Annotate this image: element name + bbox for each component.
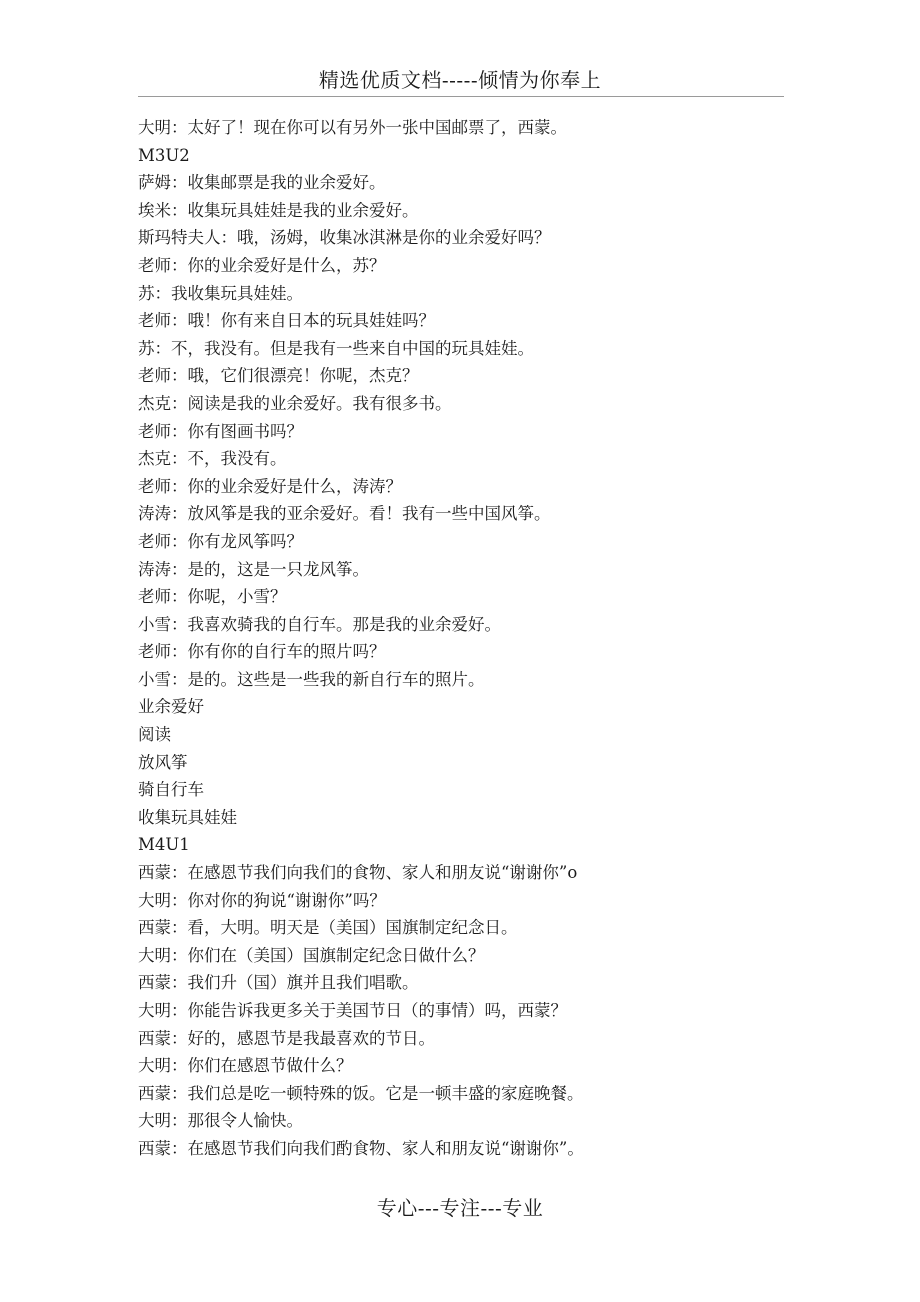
vocab-item: 阅读 <box>138 725 171 745</box>
text-line: 萨姆：收集邮票是我的业余爱好。 <box>138 173 386 193</box>
vocab-item: 放风筝 <box>138 752 188 772</box>
text-line: 老师：你有龙风筝吗？ <box>138 531 303 551</box>
text-line: 杰克：不，我没有。 <box>138 449 287 469</box>
text-line: 老师：你呢，小雪？ <box>138 587 287 607</box>
text-line: 老师：哦！你有来自日本的玩具娃娃吗？ <box>138 311 435 331</box>
text-line: 老师：你的业余爱好是什么，苏？ <box>138 255 386 275</box>
vocab-item: 业余爱好 <box>138 697 204 717</box>
text-line: 西蒙：看，大明。明天是（美国）国旗制定纪念日。 <box>138 918 518 938</box>
vocab-item: 骑自行车 <box>138 780 204 800</box>
text-line: 老师：哦，它们很漂亮！你呢，杰克？ <box>138 366 419 386</box>
text-line: 老师：你有你的自行车的照片吗？ <box>138 642 386 662</box>
text-line: 西蒙：在感恩节我们向我们的食物、家人和朋友说“谢谢你”o <box>138 863 578 883</box>
text-line: 小雪：我喜欢骑我的自行车。那是我的业余爱好。 <box>138 614 501 634</box>
text-line: 西蒙：在感恩节我们向我们酌食物、家人和朋友说“谢谢你”。 <box>138 1138 584 1158</box>
header-divider <box>138 96 784 97</box>
text-line: 斯玛特夫人：哦，汤姆，收集冰淇淋是你的业余爱好吗？ <box>138 228 551 248</box>
text-line: 埃米：收集玩具娃娃是我的业余爱好。 <box>138 200 419 220</box>
text-line: 西蒙：好的，感恩节是我最喜欢的节日。 <box>138 1028 435 1048</box>
text-line: 老师：你有图画书吗？ <box>138 421 303 441</box>
section-heading: M4U1 <box>138 835 190 855</box>
text-line: 大明：那很令人愉快。 <box>138 1111 303 1131</box>
page-footer: 专心---专注---专业 <box>376 1196 544 1220</box>
text-line: 涛涛：是的，这是一只龙风筝。 <box>138 559 369 579</box>
text-line: 西蒙：我们升（国）旗并且我们唱歌。 <box>138 973 419 993</box>
section-heading: M3U2 <box>138 145 190 165</box>
text-line: 涛涛：放风筝是我的亚余爱好。看！我有一些中国风筝。 <box>138 504 551 524</box>
text-line: 苏：我收集玩具娃娃。 <box>138 283 303 303</box>
text-line: 大明：你对你的狗说“谢谢你”吗？ <box>138 890 386 910</box>
text-line: 小雪：是的。这些是一些我的新自行车的照片。 <box>138 669 485 689</box>
text-line: 杰克：阅读是我的业余爱好。我有很多书。 <box>138 393 452 413</box>
text-line: 大明：你能告诉我更多关于美国节日（的事情）吗，西蒙？ <box>138 1001 567 1020</box>
document-body <box>138 114 788 1163</box>
text-line: 老师：你的业余爱好是什么，涛涛？ <box>138 476 402 496</box>
text-line: 大明：你们在感恩节做什么？ <box>138 1056 353 1076</box>
text-line: 西蒙：我们总是吃一顿特殊的饭。它是一顿丰盛的家庭晚餐。 <box>138 1083 584 1103</box>
page-header: 精选优质文档-----倾情为你奉上 <box>318 68 602 92</box>
text-line: 大明：太好了！现在你可以有另外一张中国邮票了，西蒙。 <box>138 118 567 137</box>
text-line: 苏：不，我没有。但是我有一些来自中国的玩具娃娃。 <box>138 338 534 358</box>
text-line: 大明：你们在（美国）国旗制定纪念日做什么？ <box>138 945 485 965</box>
vocab-item: 收集玩具娃娃 <box>138 807 237 827</box>
